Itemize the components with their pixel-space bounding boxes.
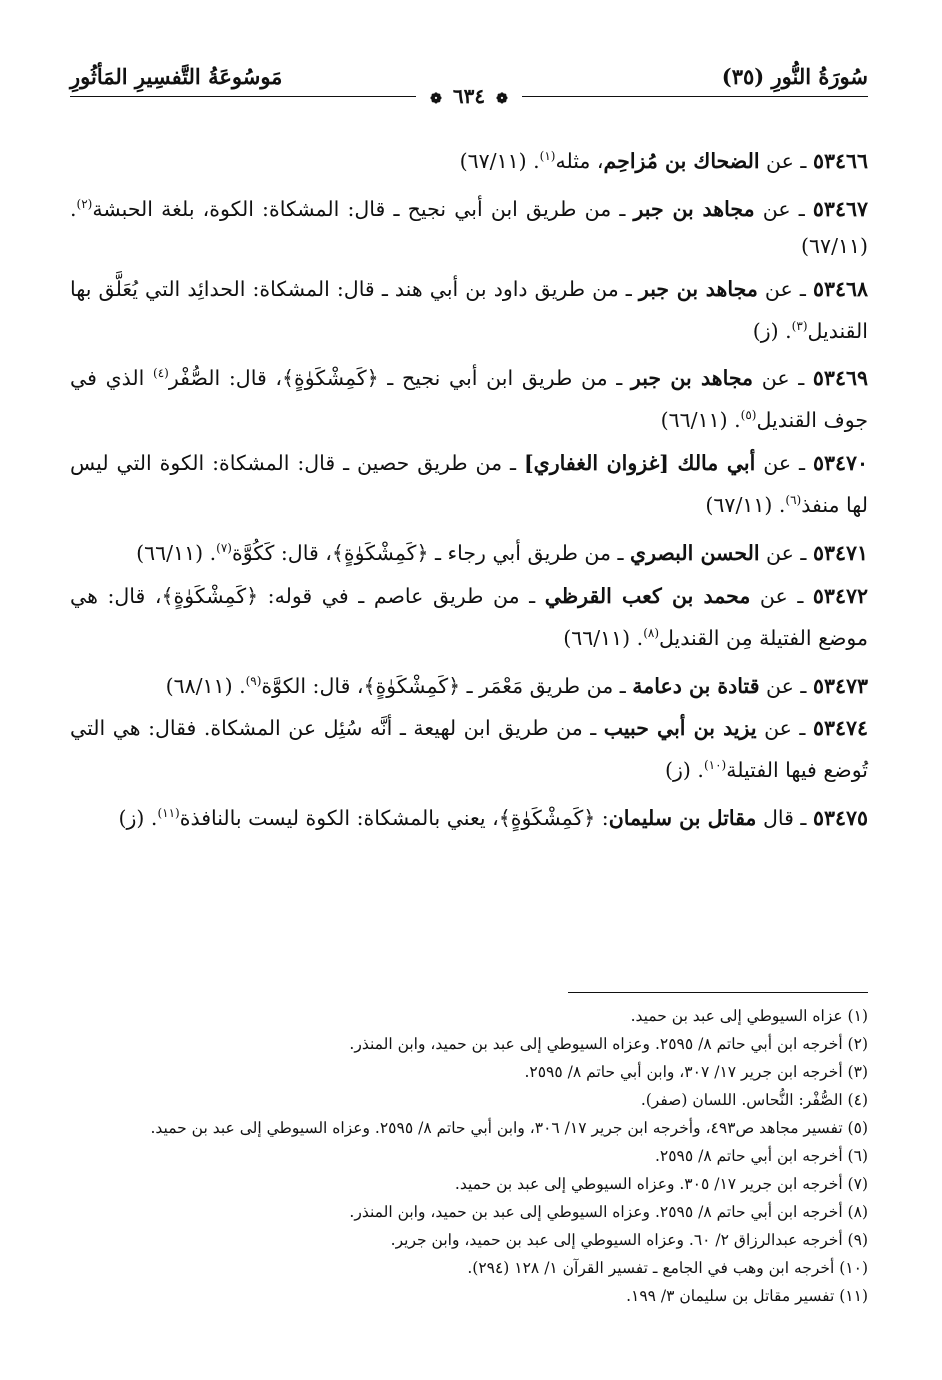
entry-number: ٥٣٤٧٤ [812, 716, 868, 741]
page [70, 62, 868, 1305]
entries [70, 138, 868, 843]
entry-text: ـ من طريق داود بن أبي هند ـ قال: المشكاة: الحدائِد التي يُعَلَّق بها القنديل [70, 276, 868, 343]
footnote: (٨) أخرجه ابن أبي حاتم ٨/ ٢٥٩٥. وعزاه السيوطي إلى عبد بن حميد، وابن المنذر. [349, 1203, 868, 1221]
entry-source: الضحاك بن مُزاحِم [603, 148, 760, 173]
footnote: (١٠) أخرجه ابن وهب في الجامع ـ تفسير القرآن ١/ ١٢٨ (٢٩٤). [467, 1259, 868, 1277]
entry [70, 445, 868, 524]
entry-text-2: الذي في جوف القنديل [70, 366, 868, 433]
entry-number: ٥٣٤٦٩ [812, 366, 868, 391]
footnote: (٢) أخرجه ابن أبي حاتم ٨/ ٢٥٩٥. وعزاه السيوطي إلى عبد بن حميد، وابن المنذر. [349, 1035, 868, 1053]
book-title: مَوسُوعَةُ التَّفسِيرِ المَأثُورِ [70, 64, 283, 89]
entry-tail: . (٦٦/١١) [660, 408, 741, 433]
entry-tail: . (٦٦/١١) [136, 540, 217, 565]
footnotes [70, 1002, 868, 1310]
entry-tail: . (٦٧/١١) [70, 196, 868, 258]
entry-number: ٥٣٤٧٠ [812, 451, 868, 476]
footnote-divider [568, 992, 868, 993]
entry-tail: . (ز) [118, 806, 158, 831]
entry-tail: . (٦٧/١١) [459, 148, 540, 173]
entry-pre: ـ عن [756, 716, 806, 741]
page-number-box [416, 84, 522, 108]
entry-text: ـ من طريق أبي رجاء ـ ﴿كَمِشْكَوٰةٍ﴾، قال: كَكُوَّة [231, 540, 631, 565]
entry-number: ٥٣٤٧٥ [812, 806, 868, 831]
entry-source: مجاهد بن جبر [630, 366, 754, 391]
footnote-ref[interactable]: (٣) [791, 318, 808, 333]
entry-pre: ـ عن [754, 196, 805, 221]
entry-pre: ـ عن [759, 540, 807, 565]
footnote-ref[interactable]: (٨) [643, 625, 660, 640]
footnote-ref[interactable]: (٧) [216, 540, 232, 555]
entry-source: الحسن البصري [630, 540, 760, 565]
entry-source: قتادة بن دعامة [632, 673, 760, 698]
entry [70, 663, 868, 705]
entry-source: مجاهد بن جبر [638, 276, 758, 301]
page-number-wrap [70, 84, 868, 108]
footnote: (١) عزاه السيوطي إلى عبد بن حميد. [630, 1007, 868, 1025]
entry-tail: . (٦٦/١١) [563, 625, 644, 650]
footnote-ref[interactable]: (٥) [740, 408, 757, 423]
entry-number: ٥٣٤٦٦ [812, 148, 868, 173]
surah-title: سُورَةُ النُّورِ (٣٥) [721, 64, 868, 89]
entry-pre: ـ عن [755, 451, 806, 476]
entry [70, 186, 868, 265]
entry [70, 138, 868, 180]
entry-number: ٥٣٤٧٣ [812, 673, 868, 698]
entry-pre: ـ عن [753, 366, 805, 391]
entry-text: ـ من طريق ابن أبي نجيح ـ قال: المشكاة: الكوة، بلغة الحبشة [92, 196, 634, 221]
footnote: (٩) أخرجه عبدالرزاق ٢/ ٦٠. وعزاه السيوطي إلى عبد بن حميد، وابن جرير. [390, 1231, 868, 1249]
entry-text: ـ من طريق ابن أبي نجيح ـ ﴿كَمِشْكَوٰةٍ﴾، قال: الصُّفْر [168, 366, 631, 391]
entry-source: يزيد بن أبي حبيب [603, 716, 757, 741]
entry-pre: ـ عن [759, 673, 807, 698]
page-header [70, 62, 868, 108]
entry-number: ٥٣٤٧١ [812, 540, 868, 565]
entry-text: ـ من طريق حصين ـ قال: المشكاة: الكوة التي ليس لها منفذ [70, 451, 868, 517]
entry-tail: . (ز) [665, 758, 704, 783]
footnote-ref[interactable]: (١) [539, 149, 556, 163]
entry-text: : ﴿كَمِشْكَوٰةٍ﴾، يعني بالمشكاة: الكوة ليست بالنافذة [179, 806, 609, 831]
page-number: ٦٣٤ [452, 84, 486, 108]
footnote-ref[interactable]: (٤) [153, 366, 169, 381]
entry [70, 530, 868, 572]
entry-tail: . (٦٧/١١) [705, 492, 786, 517]
entry-number: ٥٣٤٦٧ [812, 196, 868, 221]
footnote-ref[interactable]: (٩) [245, 673, 262, 688]
entry-pre: ـ عن [757, 276, 806, 301]
entry-source: محمد بن كعب القرظي [544, 583, 751, 608]
entry-text: ـ من طريق مَعْمَر ـ ﴿كَمِشْكَوٰةٍ﴾، قال: الكوَّة [261, 673, 633, 698]
footnote-ref[interactable]: (١١) [157, 806, 180, 821]
footnote: (٦) أخرجه ابن أبي حاتم ٨/ ٢٥٩٥. [654, 1147, 868, 1165]
entry-source: أبي مالك [غزوان الغفاري] [523, 451, 756, 476]
entry-number: ٥٣٤٦٨ [812, 276, 868, 301]
footnote-ref[interactable]: (١٠) [703, 758, 727, 773]
entry [70, 271, 868, 350]
entry-pre: ـ عن [759, 148, 807, 173]
entry-tail: . (ز) [752, 318, 792, 343]
entry [70, 578, 868, 657]
footnote: (٤) الصُّفْر: النُّحاس. اللسان (صفر). [640, 1091, 868, 1109]
entry-source: مجاهد بن جبر [633, 196, 755, 221]
entry-source: مقاتل بن سليمان [608, 806, 757, 831]
entry-text: ، مثله [555, 148, 604, 173]
entry-number: ٥٣٤٧٢ [812, 583, 868, 608]
footnote: (١١) تفسير مقاتل بن سليمان ٣/ ١٩٩. [626, 1287, 868, 1305]
footnote-ref[interactable]: (٢) [76, 196, 93, 211]
footnote: (٧) أخرجه ابن جرير ١٧/ ٣٠٥. وعزاه السيوطي إلى عبد بن حميد. [454, 1175, 868, 1193]
entry-text: ـ من طريق عاصم ـ في قوله: ﴿كَمِشْكَوٰةٍ﴾، قال: هي موضع الفتيلة مِن القنديل [70, 583, 868, 650]
entry [70, 355, 868, 439]
entry [70, 795, 868, 837]
entry-text: ـ من طريق ابن لهيعة ـ أنَّه سُئِل عن المشكاة. فقال: هي التي تُوضع فيها الفتيلة [70, 716, 868, 783]
ornament-icon: ❁ [496, 91, 508, 107]
ornament-icon: ❁ [430, 91, 442, 107]
footnote: (٣) أخرجه ابن جرير ١٧/ ٣٠٧، وابن أبي حاتم ٨/ ٢٥٩٥. [524, 1063, 868, 1081]
entry-pre: ـ قال [756, 806, 807, 831]
footnote: (٥) تفسير مجاهد ص٤٩٣، وأخرجه ابن جرير ١٧/ ٣٠٦، وابن أبي حاتم ٨/ ٢٥٩٥. وعزاه السيوطي إلى عبد بن حميد. [150, 1119, 868, 1137]
entry-tail: . (٦٨/١١) [165, 673, 246, 698]
footnote-ref[interactable]: (٦) [785, 493, 802, 508]
entry [70, 710, 868, 789]
entry-pre: ـ عن [750, 583, 804, 608]
